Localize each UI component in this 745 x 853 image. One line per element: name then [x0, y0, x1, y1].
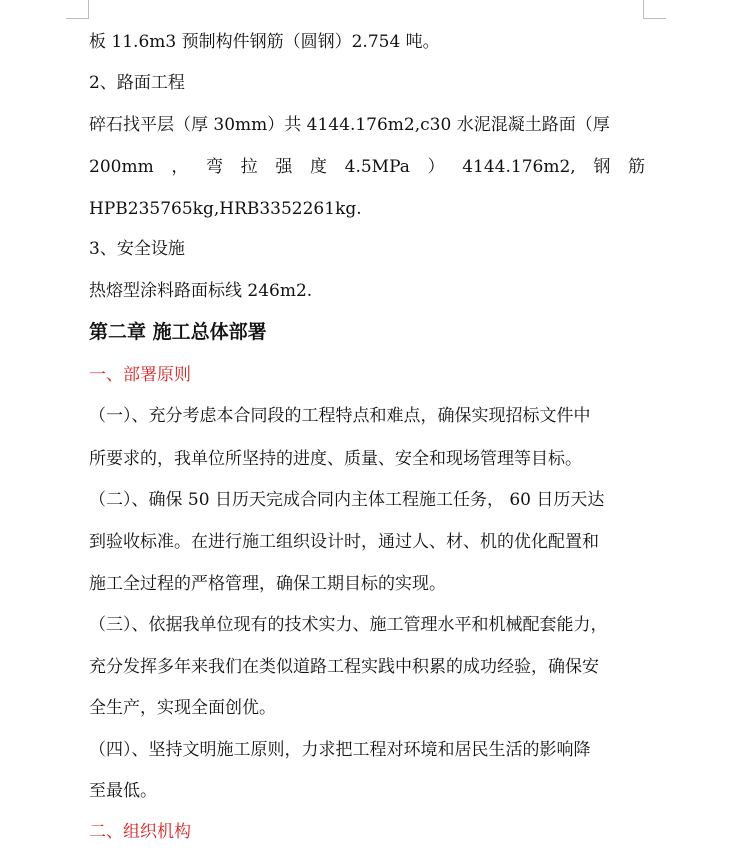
word: 强	[275, 157, 293, 177]
word: 4.5MPa	[344, 157, 410, 177]
text-line: 热熔型涂料路面标线 246m2.	[89, 281, 313, 301]
word: 弯	[206, 157, 224, 177]
paragraph-line: 全生产，实现全面创优。	[89, 698, 276, 718]
word: ）	[427, 157, 445, 177]
section-title-safety: 3、安全设施	[89, 239, 185, 259]
section-title-road: 2、路面工程	[89, 73, 185, 93]
paragraph-line: 到验收标准。在进行施工组织设计时，通过人、材、机的优化配置和	[89, 532, 599, 552]
text-line: HPB235765kg,HRB3352261kg.	[89, 199, 362, 219]
paragraph-line: （四）、坚持文明施工原则，力求把工程对环境和居民生活的影响降	[89, 740, 591, 760]
word: 钢	[593, 157, 611, 177]
text-line-justified	[89, 156, 645, 178]
word: 筋	[628, 157, 645, 177]
word: 4144.176m2,	[462, 157, 576, 177]
word: ，	[171, 157, 189, 177]
text-line: 板 11.6m3 预制构件钢筋（圆钢）2.754 吨。	[89, 32, 440, 52]
section-heading-organization: 二、组织机构	[89, 822, 191, 842]
chapter-heading: 第二章 施工总体部署	[89, 321, 267, 343]
section-heading-principles: 一、部署原则	[89, 365, 191, 385]
word: 200mm	[89, 157, 154, 177]
word: 拉	[240, 157, 258, 177]
text-line: 碎石找平层（厚 30mm）共 4144.176m2,c30 水泥混凝土路面（厚	[89, 115, 610, 135]
paragraph-line: （一）、充分考虑本合同段的工程特点和难点，确保实现招标文件中	[89, 406, 591, 426]
paragraph-line: （二）、确保 50 日历天完成合同内主体工程施工任务， 60 日历天达	[89, 490, 605, 510]
paragraph-line: 所要求的，我单位所坚持的进度、质量、安全和现场管理等目标。	[89, 449, 582, 469]
word: 度	[309, 157, 327, 177]
paragraph-line: （三）、依据我单位现有的技术实力、施工管理水平和机械配套能力，	[89, 615, 608, 635]
margin-corner-mark	[643, 0, 666, 19]
paragraph-line: 充分发挥多年来我们在类似道路工程实践中积累的成功经验，确保安	[89, 657, 599, 677]
margin-corner-mark	[66, 0, 89, 19]
paragraph-line: 至最低。	[89, 781, 157, 801]
paragraph-line: 施工全过程的严格管理，确保工期目标的实现。	[89, 574, 446, 594]
